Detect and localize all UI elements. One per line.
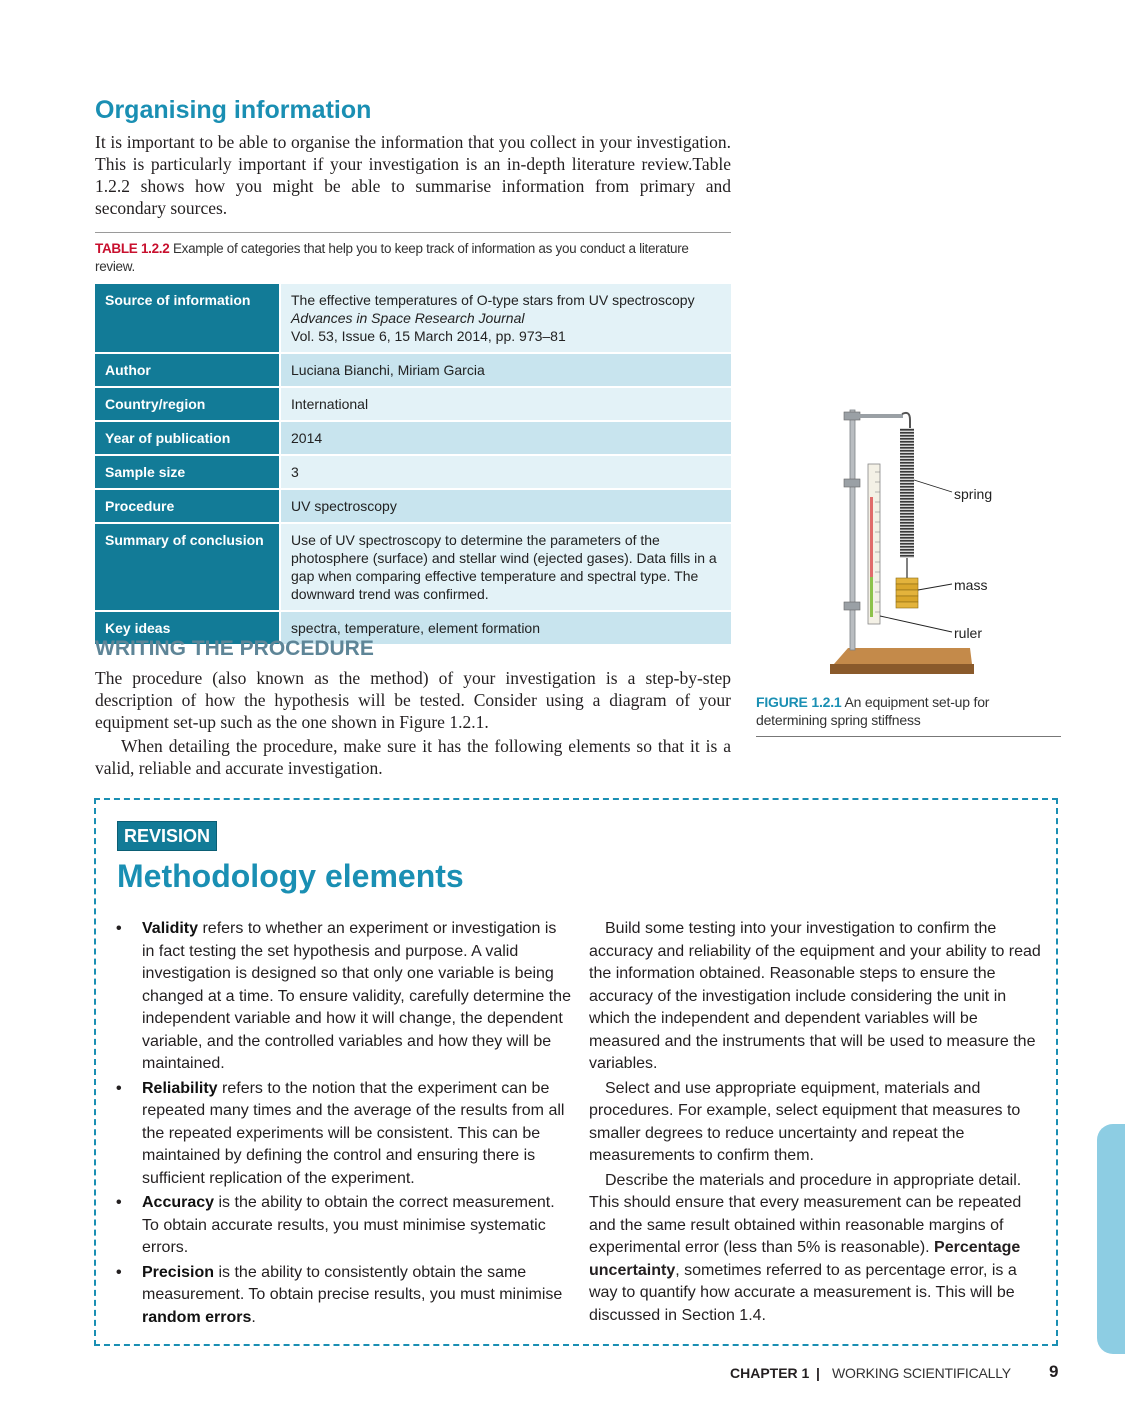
spring-hook: [902, 413, 910, 428]
lower-clamp: [844, 602, 860, 610]
table-row: [95, 388, 731, 422]
footer-section-title: WORKING SCIENTIFICALLY: [832, 1365, 1011, 1381]
organising-paragraph: It is important to be able to organise the information that you collect in your investigation. This is particularly important if your investigation is an in-depth literature review.Table 1.2.2 shows how you might be able to summarise information from primary and secondary sources.: [95, 132, 731, 218]
table-caption: [95, 240, 725, 275]
table-key-cell: Sample size: [95, 456, 281, 490]
spring-leader-line: [914, 480, 952, 492]
bullet-text: is the ability to consistently obtain the same measurement. To obtain precise results, you must minimise: [142, 1263, 563, 1303]
figure-caption: [756, 693, 1056, 729]
bullet-term: Precision: [142, 1263, 215, 1281]
bullet-text-end: .: [251, 1308, 256, 1326]
list-item: [112, 1262, 572, 1330]
methodology-bullet-list: [112, 918, 572, 1331]
bullet-icon: •: [116, 1263, 122, 1281]
bullet-term: Accuracy: [142, 1194, 215, 1211]
chapter-side-tab: [1097, 1124, 1125, 1354]
table-row: [95, 456, 731, 490]
revision-paragraph-3: [589, 1170, 1044, 1328]
list-item: [112, 1192, 572, 1260]
divider: [756, 736, 1061, 737]
table-key-cell: Year of publication: [95, 422, 281, 456]
revision-badge: REVISION: [117, 821, 217, 851]
procedure-paragraph-2: When detailing the procedure, make sure it has the following elements so that it is a valid, reliable and accurate investigation.: [95, 736, 731, 778]
table-value-cell: Use of UV spectroscopy to determine the parameters of the photosphere (surface) and stellar wind (ejected gases). Data fills in a gap when comparing effective temperature and spectral type. The downward trend was confirmed.: [281, 524, 731, 612]
section-heading-organising: Organising information: [95, 96, 372, 124]
list-item: [112, 918, 572, 1076]
table-key-cell: Country/region: [95, 388, 281, 422]
literature-review-table: [95, 284, 731, 646]
table-value-cell: spectra, temperature, element formation: [281, 612, 731, 646]
table-key-cell: Procedure: [95, 490, 281, 524]
base-board-top: [834, 648, 972, 664]
bullet-icon: •: [116, 1194, 122, 1211]
table-key-cell: Source of information: [95, 284, 281, 354]
bullet-term: Validity: [142, 920, 199, 937]
list-item: [112, 1078, 572, 1191]
support-arm: [855, 414, 903, 418]
paragraph-term: Percentage uncertainty: [589, 1239, 1021, 1279]
bullet-term-inline: random errors: [142, 1308, 252, 1326]
table-key-cell: Author: [95, 354, 281, 388]
source-title: The effective temperatures of O-type stars from UV spectroscopy: [291, 292, 695, 308]
table-row: [95, 422, 731, 456]
revision-right-column: [589, 918, 1044, 1329]
ruler: [868, 464, 880, 624]
footer-chapter: CHAPTER 1: [730, 1365, 810, 1381]
figure-caption-text: An equipment set-up for determining spring stiffness: [756, 694, 990, 728]
bullet-term: Reliability: [142, 1079, 218, 1097]
table-row: [95, 524, 731, 612]
bullet-text: refers to whether an experiment or investigation is in fact testing the set hypothesis and purpose. A valid investigation is designed so that only one variable is being changed at a time. To ensure validity, carefully determine the independent variable and how it will change, the dependent variable, and the controlled variables and how they will be maintained.: [142, 920, 571, 1072]
table-value-cell: 2014: [281, 422, 731, 456]
table-caption-tag: TABLE 1.2.2: [95, 241, 170, 256]
bullet-text: refers to the notion that the experiment can be repeated many times and the average of the results from all the repeated experiments will be consistent. This can be maintained by defining the control and ensuring there is sufficient replication of the experiment.: [142, 1079, 565, 1187]
procedure-paragraph-1: The procedure (also known as the method) of your investigation is a step-by-step description of how the hypothesis will be tested. Consider using a diagram of your equipment set-up such as the one shown in Figure 1.2.1.: [95, 668, 731, 732]
table-key-cell: Summary of conclusion: [95, 524, 281, 612]
table-value-cell: Luciana Bianchi, Miriam Garcia: [281, 354, 731, 388]
figure-caption-tag: FIGURE 1.2.1: [756, 694, 842, 710]
spring-stiffness-figure: [820, 402, 1040, 687]
table-value-cell: [281, 284, 731, 354]
ruler-green-band: [870, 577, 873, 617]
ruler-leader-line: [880, 616, 952, 632]
paragraph-text: , sometimes referred to as percentage error, is a way to quantify how accurate a measurement is. This will be discussed in Section 1.4.: [589, 1261, 1017, 1324]
divider: [95, 232, 731, 233]
source-volume: Vol. 53, Issue 6, 15 March 2014, pp. 973–81: [291, 328, 566, 344]
revision-title: Methodology elements: [117, 858, 464, 894]
table-row: [95, 490, 731, 524]
paragraph-text: Describe the materials and procedure in appropriate detail. This should ensure that every measurement can be repeated and the same result obtained within reasonable margins of experimental error (less than 5% is reasonable).: [589, 1171, 1022, 1256]
table-key-cell: Key ideas: [95, 612, 281, 646]
brass-mass: [896, 578, 918, 608]
mass-leader-line: [918, 584, 952, 590]
middle-clamp: [844, 479, 860, 487]
ruler-red-band: [870, 497, 873, 577]
bullet-icon: •: [116, 920, 122, 937]
mass-label: mass: [954, 577, 988, 593]
footer-separator: |: [816, 1365, 820, 1381]
table-row: [95, 354, 731, 388]
table-caption-text: Example of categories that help you to keep track of information as you conduct a literature review.: [95, 241, 689, 274]
table-row: [95, 284, 731, 354]
table-value-cell: 3: [281, 456, 731, 490]
base-board-front: [830, 664, 974, 674]
spring-coil: [900, 428, 914, 558]
table-value-cell: International: [281, 388, 731, 422]
stand-rod: [850, 410, 855, 650]
bullet-icon: •: [116, 1079, 122, 1097]
section-heading-procedure: WRITING THE PROCEDURE: [95, 637, 374, 660]
revision-paragraph-1: Build some testing into your investigation to confirm the accuracy and reliability of the equipment and your ability to read the information obtained. Reasonable steps to ensure the accuracy of the investigation include considering the unit in which the independent and dependent variables will be measured and the instruments that will be used to measure the variables.: [589, 920, 1041, 1072]
spring-label: spring: [954, 486, 993, 502]
revision-paragraph-2: Select and use appropriate equipment, materials and procedures. For example, select equipment that measures to smaller degrees to reduce uncertainty and repeat the measurements to confirm them.: [589, 1079, 1021, 1164]
ruler-label: ruler: [954, 625, 983, 641]
source-journal: Advances in Space Research Journal: [291, 310, 525, 326]
bullet-text: is the ability to obtain the correct measurement. To obtain accurate results, you must minimise systematic errors.: [142, 1194, 555, 1256]
page-number: 9: [1049, 1362, 1059, 1381]
table-value-cell: UV spectroscopy: [281, 490, 731, 524]
